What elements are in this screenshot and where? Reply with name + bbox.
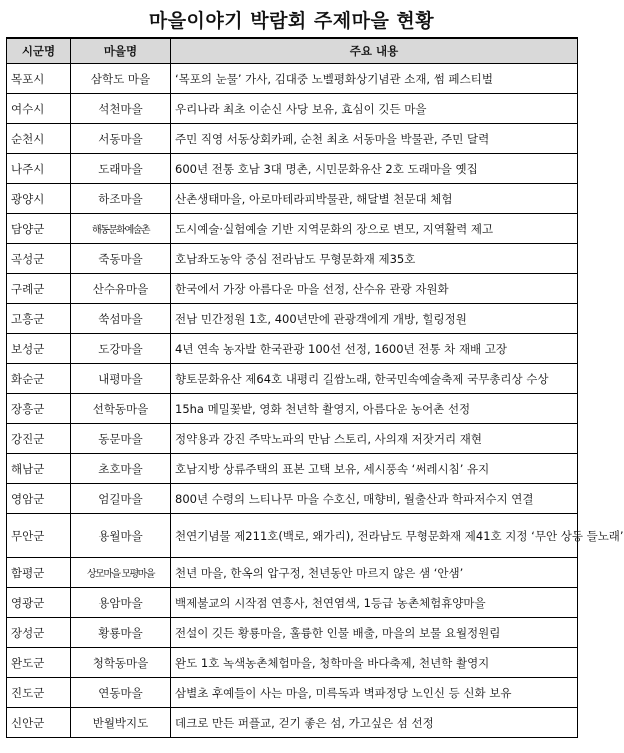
table-row xyxy=(7,64,578,94)
cell-content: 우리나라 최초 이순신 사당 보유, 효심이 깃든 마을 xyxy=(171,94,578,124)
table-header-row xyxy=(7,38,578,64)
cell-village: 내평마을 xyxy=(71,364,171,394)
page-title: 마을이야기 박람회 주제마을 현황 xyxy=(148,10,435,32)
cell-content: 주민 직영 서동상회카페, 순천 최초 서동마을 박물관, 주민 달력 xyxy=(171,124,578,154)
cell-content: 천년 마을, 한옥의 압구정, 천년동안 마르지 않은 샘 ‘안샘’ xyxy=(171,558,578,588)
table-row xyxy=(7,214,578,244)
cell-city: 영광군 xyxy=(7,588,71,618)
cell-content: 4년 연속 농자발 한국관광 100선 선정, 1600년 전통 차 재배 고장 xyxy=(171,334,578,364)
header-city: 시군명 xyxy=(7,38,71,64)
cell-city: 무안군 xyxy=(7,514,71,558)
table-row xyxy=(7,648,578,678)
cell-content: 600년 전통 호남 3대 명촌, 시민문화유산 2호 도래마을 옛집 xyxy=(171,154,578,184)
village-status-table xyxy=(6,37,624,738)
table-row xyxy=(7,364,578,394)
cell-village: 산수유마을 xyxy=(71,274,171,304)
cell-city: 여수시 xyxy=(7,94,71,124)
table-row xyxy=(7,244,578,274)
cell-village: 청학동마을 xyxy=(71,648,171,678)
cell-content: 삼별초 후예들이 사는 마을, 미륵독과 벽파정당 노인신 등 신화 보유 xyxy=(171,678,578,708)
table-row xyxy=(7,588,578,618)
cell-city: 담양군 xyxy=(7,214,71,244)
cell-city: 함평군 xyxy=(7,558,71,588)
cell-village: 선학동마을 xyxy=(71,394,171,424)
table-row xyxy=(7,124,578,154)
cell-village: 도강마을 xyxy=(71,334,171,364)
table-row xyxy=(7,424,578,454)
cell-city: 나주시 xyxy=(7,154,71,184)
cell-village: 엄길마을 xyxy=(71,484,171,514)
table-row xyxy=(7,154,578,184)
cell-city: 영암군 xyxy=(7,484,71,514)
cell-village: 해동문화예술촌 xyxy=(71,214,171,244)
header-content: 주요 내용 xyxy=(171,38,578,64)
cell-content: ‘목포의 눈물’ 가사, 김대중 노벨평화상기념관 소재, 썸 페스티벌 xyxy=(171,64,578,94)
cell-city: 보성군 xyxy=(7,334,71,364)
cell-content: 백제불교의 시작점 연흥사, 천연염색, 1등급 농촌체험휴양마을 xyxy=(171,588,578,618)
cell-content: 호남좌도농악 중심 전라남도 무형문화재 제35호 xyxy=(171,244,578,274)
table-row xyxy=(7,94,578,124)
header-village: 마을명 xyxy=(71,38,171,64)
cell-village: 반월박지도 xyxy=(71,708,171,738)
table-row xyxy=(7,708,578,738)
cell-city: 강진군 xyxy=(7,424,71,454)
cell-city: 광양시 xyxy=(7,184,71,214)
cell-city: 장흥군 xyxy=(7,394,71,424)
cell-content: 한국에서 가장 아름다운 마을 선정, 산수유 관광 자원화 xyxy=(171,274,578,304)
cell-content: 15ha 메밀꽃밭, 영화 천년학 촬영지, 아름다운 농어촌 선정 xyxy=(171,394,578,424)
cell-village: 상모마을 모평마을 xyxy=(71,558,171,588)
table-row xyxy=(7,274,578,304)
table-row xyxy=(7,304,578,334)
table-row xyxy=(7,618,578,648)
table-row xyxy=(7,334,578,364)
cell-city: 고흥군 xyxy=(7,304,71,334)
cell-city: 신안군 xyxy=(7,708,71,738)
table-row xyxy=(7,484,578,514)
cell-village: 죽동마을 xyxy=(71,244,171,274)
cell-content: 향토문화유산 제64호 내평리 길쌈노래, 한국민속예술축제 국무총리상 수상 xyxy=(171,364,578,394)
cell-village: 황룡마을 xyxy=(71,618,171,648)
cell-content: 천연기념물 제211호(백로, 왜가리), 전라남도 무형문화재 제41호 지정 ‘무안 상동 들노래’ xyxy=(171,514,578,558)
table-row xyxy=(7,678,578,708)
cell-village: 서동마을 xyxy=(71,124,171,154)
cell-village: 용월마을 xyxy=(71,514,171,558)
cell-content: 전남 민간정원 1호, 400년만에 관광객에게 개방, 힐링정원 xyxy=(171,304,578,334)
cell-content: 데크로 만든 퍼플교, 걷기 좋은 섬, 가고싶은 섬 선정 xyxy=(171,708,578,738)
cell-city: 진도군 xyxy=(7,678,71,708)
cell-content: 완도 1호 녹색농촌체험마을, 청학마을 바다축제, 천년학 촬영지 xyxy=(171,648,578,678)
table-row xyxy=(7,514,578,558)
cell-city: 순천시 xyxy=(7,124,71,154)
cell-village: 석천마을 xyxy=(71,94,171,124)
cell-content: 800년 수령의 느티나무 마을 수호신, 매향비, 월출산과 학파저수지 연결 xyxy=(171,484,578,514)
cell-city: 구례군 xyxy=(7,274,71,304)
cell-village: 삼학도 마을 xyxy=(71,64,171,94)
cell-city: 해남군 xyxy=(7,454,71,484)
table-row xyxy=(7,558,578,588)
cell-city: 곡성군 xyxy=(7,244,71,274)
cell-city: 목포시 xyxy=(7,64,71,94)
table-row xyxy=(7,454,578,484)
cell-content: 전설이 깃든 황룡마을, 훌륭한 인물 배출, 마을의 보물 요월정원림 xyxy=(171,618,578,648)
cell-village: 용암마을 xyxy=(71,588,171,618)
cell-village: 연동마을 xyxy=(71,678,171,708)
cell-content: 산촌생태마을, 아로마테라피박물관, 해달별 천문대 체험 xyxy=(171,184,578,214)
table-row xyxy=(7,184,578,214)
cell-village: 하조마을 xyxy=(71,184,171,214)
cell-content: 도시예술·실험예술 기반 지역문화의 장으로 변모, 지역활력 제고 xyxy=(171,214,578,244)
cell-content: 호남지방 상류주택의 표본 고택 보유, 세시풍속 ‘써레시침’ 유지 xyxy=(171,454,578,484)
cell-city: 화순군 xyxy=(7,364,71,394)
cell-village: 동문마을 xyxy=(71,424,171,454)
cell-village: 쑥섬마을 xyxy=(71,304,171,334)
cell-village: 초호마을 xyxy=(71,454,171,484)
cell-content: 정약용과 강진 주막노파의 만남 스토리, 사의재 저잣거리 재현 xyxy=(171,424,578,454)
cell-city: 완도군 xyxy=(7,648,71,678)
cell-village: 도래마을 xyxy=(71,154,171,184)
table-row xyxy=(7,394,578,424)
cell-city: 장성군 xyxy=(7,618,71,648)
